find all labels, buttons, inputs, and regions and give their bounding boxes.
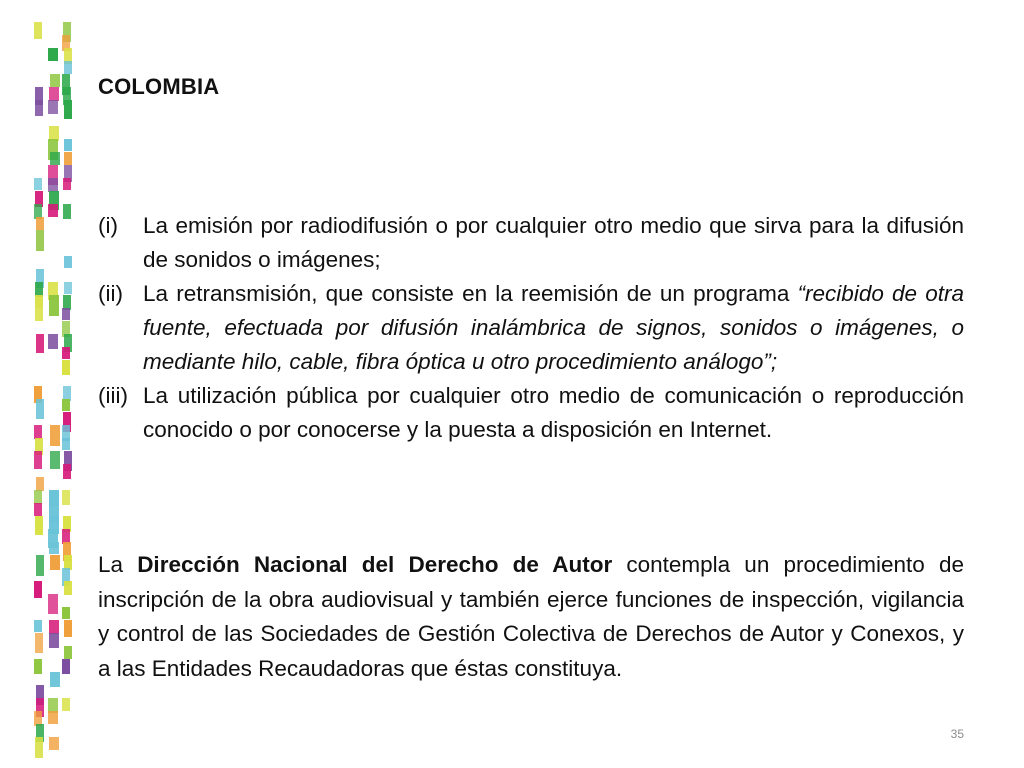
decorative-square	[34, 620, 42, 632]
decorative-square	[50, 152, 60, 165]
list-item-text: La emisión por radiodifusión o por cualquier otro medio que sirva para la difusión de sonidos o imágenes;	[143, 213, 964, 272]
decorative-square	[62, 308, 70, 320]
decorative-square	[49, 620, 59, 634]
list-item-quoted-text: “recibido de otra fuente, efectuada por difusión inalámbrica de signos, sonidos o imágenes, o mediante hilo, cable, fibra óptica u otro procedimiento análogo”;	[143, 281, 964, 374]
decorative-square	[62, 607, 70, 619]
decorative-square	[48, 48, 58, 61]
decorative-square	[64, 581, 72, 595]
decorative-square	[34, 503, 42, 516]
decorative-square	[64, 100, 72, 119]
decorative-square	[49, 633, 59, 648]
decorative-square	[62, 347, 70, 359]
body-paragraph	[98, 548, 964, 686]
decorative-square	[36, 217, 44, 230]
decorative-square	[48, 204, 58, 217]
decorative-square	[35, 100, 43, 116]
decorative-square	[50, 451, 60, 469]
decorative-square	[48, 594, 58, 614]
decorative-square	[50, 425, 60, 446]
decorative-square	[48, 334, 58, 349]
page-number: 35	[950, 727, 964, 741]
decorative-square	[35, 633, 43, 653]
paragraph-rest: contempla un procedimiento de inscripción de la obra audiovisual y también ejerce funciones de inspección, vigilancia y control de las Sociedades de Gestión Colectiva de Derechos de Autor y Conexos, y a las Entidades Recaudadoras que éstas constituya.	[98, 552, 964, 681]
list-item	[98, 277, 964, 379]
list-item-number: (ii)	[98, 281, 123, 306]
decorative-square	[34, 659, 42, 674]
decorative-square	[64, 256, 72, 268]
decorative-square	[63, 464, 71, 479]
numbered-list	[98, 209, 964, 447]
decorative-square	[34, 22, 42, 39]
decorative-square	[62, 360, 70, 375]
decorative-square	[63, 178, 71, 190]
decorative-square	[63, 204, 71, 219]
decorative-square	[48, 100, 58, 114]
decorative-square	[62, 399, 70, 411]
decorative-square	[62, 659, 70, 674]
paragraph-lead: La	[98, 552, 138, 577]
decorative-square	[48, 711, 58, 724]
decorative-square	[34, 178, 42, 190]
decorative-square	[50, 74, 60, 87]
decorative-square	[36, 399, 44, 419]
decorative-square	[35, 308, 43, 321]
list-item-text: La utilización pública por cualquier otro medio de comunicación o reproducción conocido o por conocerse y la puesta a disposición en Internet.	[143, 383, 964, 442]
decorative-square	[64, 282, 72, 294]
decorative-square	[35, 295, 43, 308]
list-item	[98, 379, 964, 447]
decorative-square	[34, 490, 42, 504]
decorative-square	[50, 555, 60, 570]
decorative-square	[36, 230, 44, 251]
slide-title: COLOMBIA	[98, 74, 220, 99]
decorative-square	[48, 178, 58, 192]
list-item-lead-text: La retransmisión, que consiste en la reemisión de un programa	[143, 281, 798, 306]
decorative-square	[49, 542, 59, 554]
list-item-number: (iii)	[98, 383, 128, 408]
list-item	[98, 209, 964, 277]
decorative-square	[49, 295, 59, 316]
decorative-square	[36, 555, 44, 576]
decorative-square	[36, 477, 44, 491]
decorative-square	[64, 139, 72, 151]
decorative-square	[64, 152, 72, 165]
decorative-square	[62, 438, 70, 450]
decorative-square	[64, 61, 72, 74]
decorative-square	[34, 581, 42, 598]
decorative-square	[62, 698, 70, 711]
decorative-square	[34, 451, 42, 469]
decorative-square	[64, 646, 72, 659]
decorative-square	[35, 737, 43, 758]
decorative-square	[49, 87, 59, 101]
decorative-square	[64, 620, 72, 637]
list-item-text	[143, 277, 964, 379]
decorative-square	[36, 334, 44, 353]
decorative-square	[62, 490, 70, 505]
paragraph-bold-entity: Dirección Nacional del Derecho de Autor	[137, 552, 613, 577]
decorative-square	[50, 672, 60, 687]
decorative-square-border	[0, 0, 90, 768]
decorative-square	[35, 516, 43, 535]
decorative-square	[34, 425, 42, 439]
decorative-square	[49, 737, 59, 750]
list-item-number: (i)	[98, 213, 118, 238]
